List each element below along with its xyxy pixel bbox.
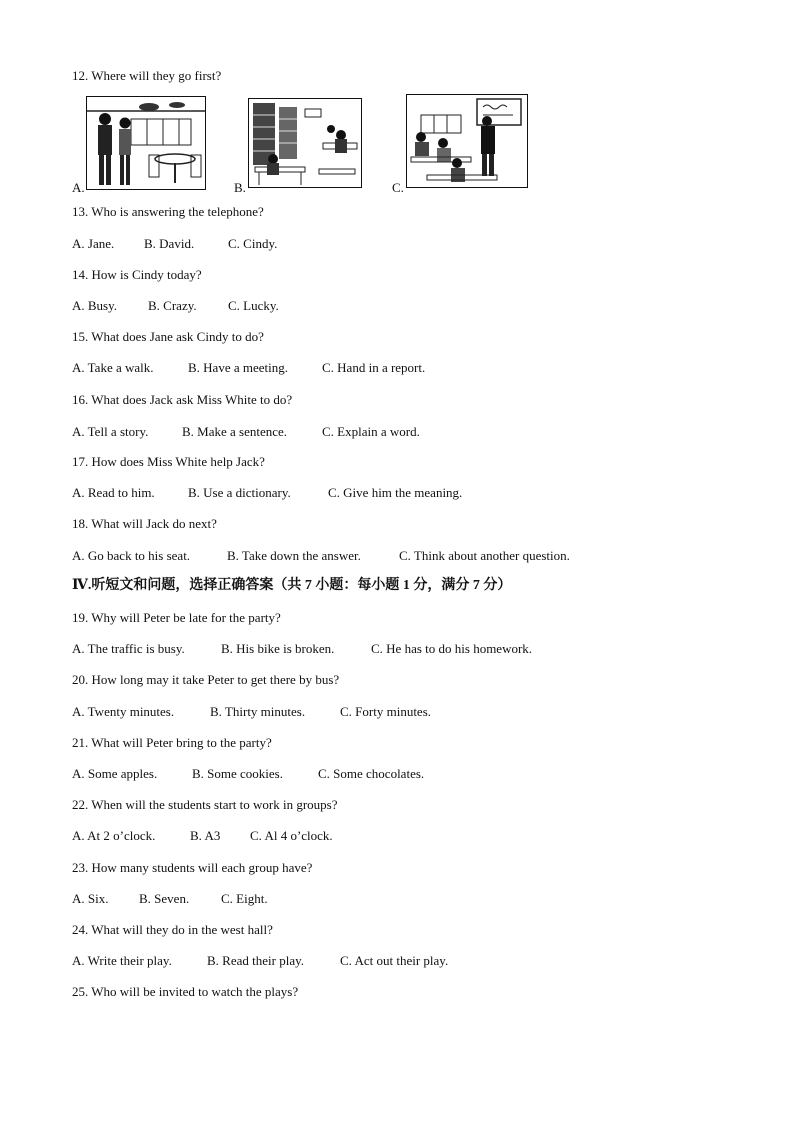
option-b: B. Take down the answer.	[227, 548, 361, 563]
question-12: 12. Where will they go first?	[72, 68, 222, 83]
question-14: 14. How is Cindy today?	[72, 267, 202, 282]
option-b: B. Some cookies.	[192, 766, 283, 781]
option-b: B. A3	[190, 828, 221, 843]
question-25: 25. Who will be invited to watch the plays?	[72, 984, 299, 999]
option-c: C. Think about another question.	[399, 548, 570, 563]
option-c: C. Act out their play.	[340, 953, 449, 968]
option-a: A. Six.	[72, 891, 109, 906]
option-a: A. The traffic is busy.	[72, 641, 185, 656]
question-22: 22. When will the students start to work in groups?	[72, 797, 338, 812]
question-13-options	[72, 236, 277, 252]
option-b: B. Have a meeting.	[188, 360, 288, 375]
option-a: A. Take a walk.	[72, 360, 154, 375]
question-23-options	[72, 891, 268, 907]
question-15-options	[72, 360, 425, 376]
option-b: B. Use a dictionary.	[188, 485, 291, 500]
option-b: B. His bike is broken.	[221, 641, 335, 656]
question-14-options	[72, 298, 279, 314]
option-a: A. Read to him.	[72, 485, 155, 500]
q12-label-a: A.	[72, 180, 85, 195]
option-a: A. Jane.	[72, 236, 115, 251]
question-24: 24. What will they do in the west hall?	[72, 922, 273, 937]
option-a: A. Write their play.	[72, 953, 172, 968]
option-b: B. Read their play.	[207, 953, 304, 968]
question-22-options	[72, 828, 333, 844]
option-a: A. Twenty minutes.	[72, 704, 175, 719]
option-a: A. Tell a story.	[72, 424, 149, 439]
question-18: 18. What will Jack do next?	[72, 516, 217, 531]
option-c: C. Give him the meaning.	[328, 485, 463, 500]
cafe-scene-illustration	[86, 96, 206, 190]
option-b: B. David.	[144, 236, 195, 251]
option-b: B. Crazy.	[148, 298, 197, 313]
option-a: A. At 2 o’clock.	[72, 828, 156, 843]
option-a: A. Busy.	[72, 298, 118, 313]
option-c: C. Cindy.	[228, 236, 278, 251]
question-23: 23. How many students will each group have?	[72, 860, 313, 875]
library-scene-illustration	[248, 98, 362, 188]
question-20-options	[72, 704, 431, 720]
option-c: C. Eight.	[221, 891, 268, 906]
option-c: C. Hand in a report.	[322, 360, 426, 375]
option-c: C. Al 4 o’clock.	[250, 828, 333, 843]
question-18-options	[72, 548, 570, 564]
option-c: C. Forty minutes.	[340, 704, 432, 719]
question-17: 17. How does Miss White help Jack?	[72, 454, 265, 469]
question-24-options	[72, 953, 448, 969]
option-c: C. Explain a word.	[322, 424, 420, 439]
q12-picture-options	[72, 94, 542, 194]
q12-label-b: B.	[234, 180, 246, 195]
option-c: C. He has to do his homework.	[371, 641, 533, 656]
question-15: 15. What does Jane ask Cindy to do?	[72, 329, 264, 344]
section-4-heading: Ⅳ.听短文和问题，选择正确答案（共 7 小题：每小题 1 分，满分 7 分）	[72, 578, 512, 593]
question-19-options	[72, 641, 532, 657]
option-c: C. Some chocolates.	[318, 766, 425, 781]
question-13: 13. Who is answering the telephone?	[72, 204, 264, 219]
question-20: 20. How long may it take Peter to get there by bus?	[72, 672, 340, 687]
option-b: B. Seven.	[139, 891, 190, 906]
question-16-options	[72, 424, 420, 440]
question-17-options	[72, 485, 462, 501]
question-21: 21. What will Peter bring to the party?	[72, 735, 272, 750]
classroom-scene-illustration	[406, 94, 528, 188]
option-a: A. Some apples.	[72, 766, 158, 781]
q12-label-c: C.	[392, 180, 404, 195]
question-16: 16. What does Jack ask Miss White to do?	[72, 392, 293, 407]
question-21-options	[72, 766, 424, 782]
option-a: A. Go back to his seat.	[72, 548, 191, 563]
option-c: C. Lucky.	[228, 298, 279, 313]
option-b: B. Thirty minutes.	[210, 704, 306, 719]
option-b: B. Make a sentence.	[182, 424, 288, 439]
question-19: 19. Why will Peter be late for the party?	[72, 610, 281, 625]
